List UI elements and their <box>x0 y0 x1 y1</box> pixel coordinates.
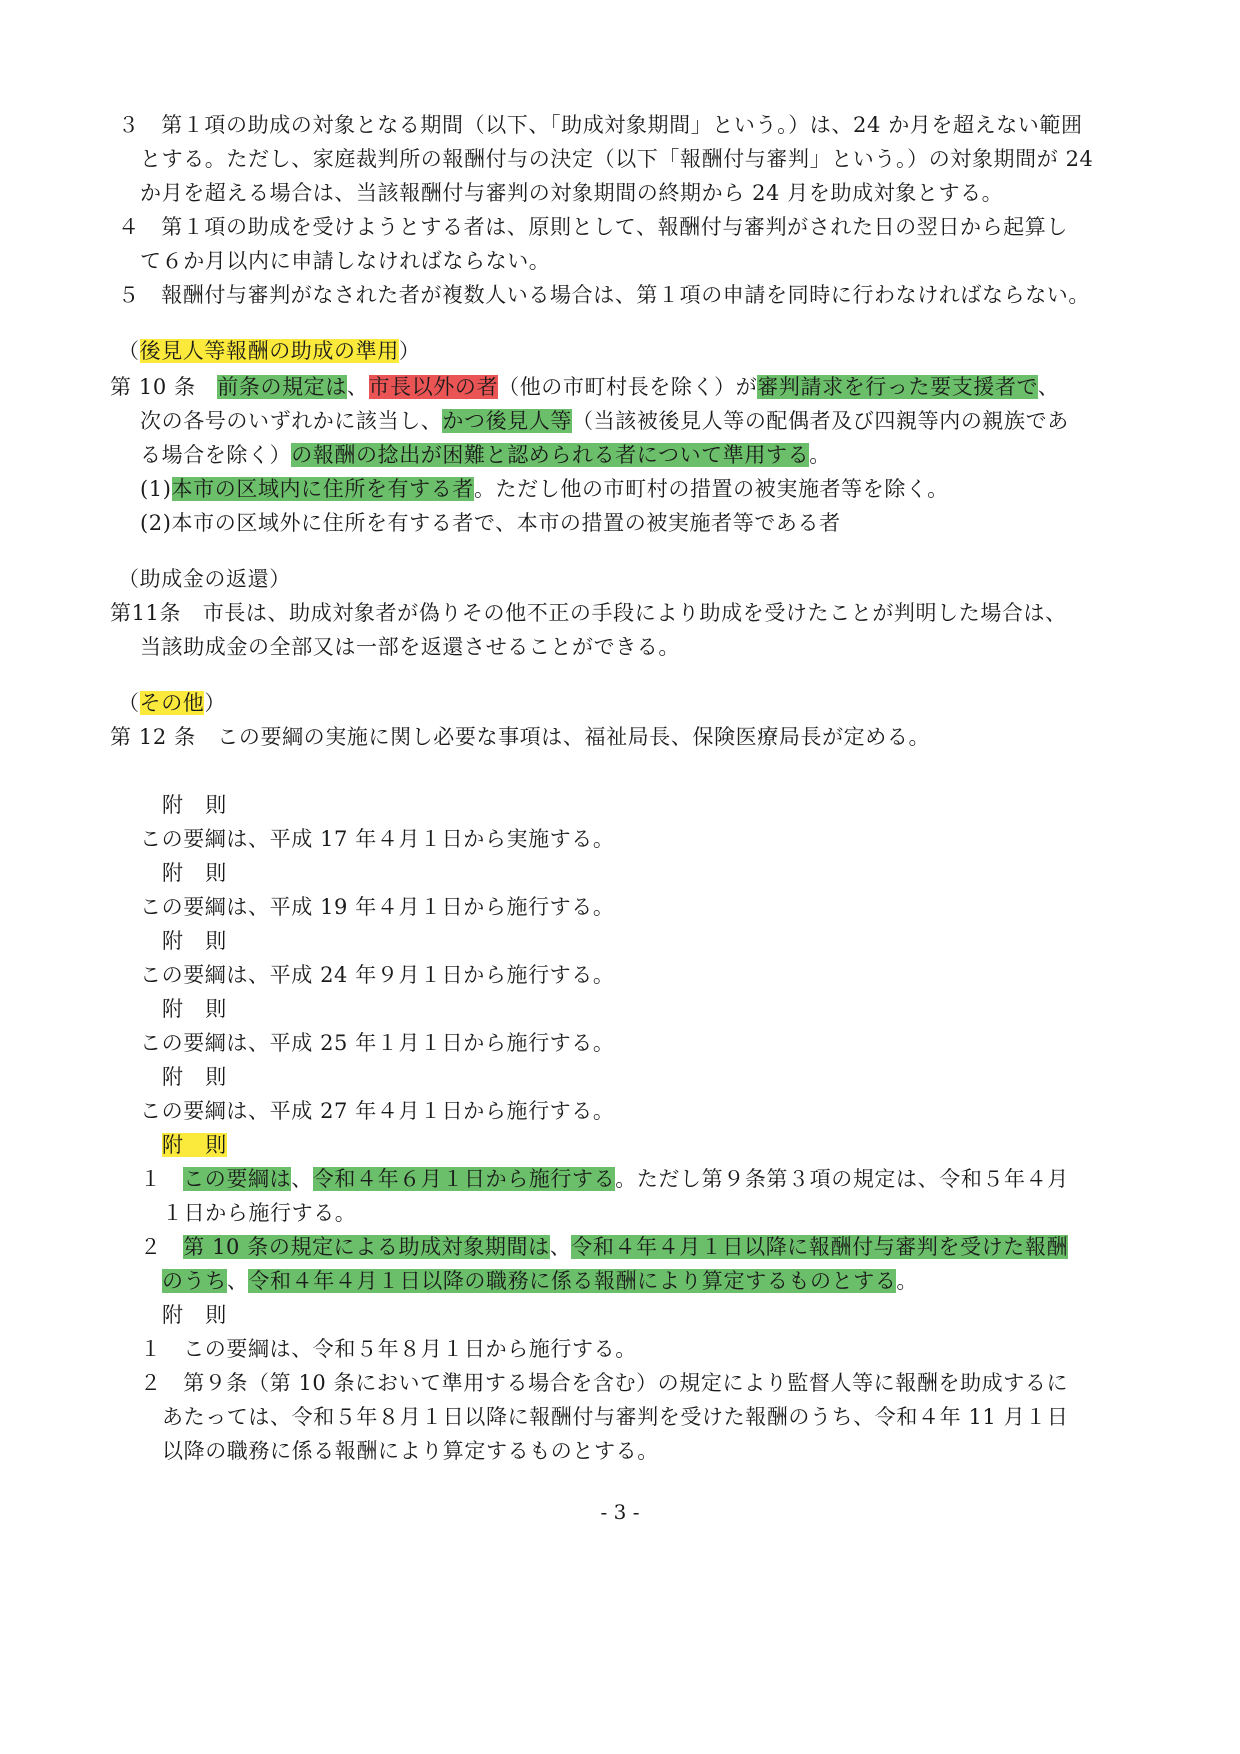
para-4-line-2: て６か月以内に申請しなければならない。 <box>140 249 551 273</box>
supplementary-title: 附 則 <box>162 861 227 885</box>
highlight-yellow: 附 則 <box>162 1133 227 1157</box>
article-11-heading: （助成金の返還） <box>118 567 291 591</box>
highlight-green: この要綱は <box>183 1167 292 1191</box>
supplementary-r4-item-2-line-1: ２ 第 10 条の規定による助成対象期間は、令和４年４月１日以降に報酬付与審判を受けた報酬 <box>140 1235 1069 1259</box>
para-3-line-3: か月を超える場合は、当該報酬付与審判の対象期間の終期から 24 月を助成対象とする。 <box>140 181 1004 205</box>
supplementary-text: この要綱は、平成 24 年９月１日から施行する。 <box>140 963 615 987</box>
highlight-yellow: その他 <box>139 691 205 715</box>
article-label: 第 10 条 <box>110 375 218 399</box>
article-10-item-2: (2)本市の区域外に住所を有する者で、本市の措置の被実施者等である者 <box>140 511 841 535</box>
article-10-item-1: (1)本市の区域内に住所を有する者。ただし他の市町村の措置の被実施者等を除く。 <box>140 477 949 501</box>
article-12-heading: （その他） <box>118 691 227 715</box>
article-11-line-1: 第11条 市長は、助成対象者が偽りその他不正の手段により助成を受けたことが判明した場合は、 <box>110 601 1067 625</box>
highlight-green: 令和４年４月１日以降の職務に係る報酬により算定するものとする <box>248 1269 897 1293</box>
article-12-line-1: 第 12 条 この要綱の実施に関し必要な事項は、福祉局長、保険医療局長が定める。 <box>110 725 931 749</box>
para-3-line-2: とする。ただし、家庭裁判所の報酬付与の決定（以下「報酬付与審判」という。）の対象期間が 24 <box>140 147 1094 171</box>
supplementary-text: この要綱は、平成 27 年４月１日から施行する。 <box>140 1099 615 1123</box>
highlight-green: の報酬の捻出が困難と認められる者について準用する <box>291 443 810 467</box>
supplementary-text: この要綱は、平成 25 年１月１日から施行する。 <box>140 1031 615 1055</box>
article-10-heading: （後見人等報酬の助成の準用） <box>118 339 421 363</box>
para-4-line-1: ４ 第１項の助成を受けようとする者は、原則として、報酬付与審判がされた日の翌日から起算し <box>118 215 1068 239</box>
highlight-green: のうち <box>162 1269 227 1293</box>
supplementary-r5-item-2-line-2: あたっては、令和５年８月１日以降に報酬付与審判を受けた報酬のうち、令和４年 11 月１日 <box>162 1405 1069 1429</box>
supplementary-r5-item-2-line-3: 以降の職務に係る報酬により算定するものとする。 <box>162 1439 659 1463</box>
highlight-green: 令和４年４月１日以降に報酬付与審判を受けた報酬 <box>571 1235 1069 1259</box>
article-10-line-1: 第 10 条 前条の規定は、市長以外の者（他の市町村長を除く）が審判請求を行った要支援者で、 <box>110 375 1060 399</box>
highlight-green: 本市の区域内に住所を有する者 <box>171 477 474 501</box>
supplementary-r4-item-2-line-2: のうち、令和４年４月１日以降の職務に係る報酬により算定するものとする。 <box>162 1269 919 1293</box>
supplementary-r5-item-1: １ この要綱は、令和５年８月１日から施行する。 <box>140 1337 637 1361</box>
supplementary-title: 附 則 <box>162 793 227 817</box>
supplementary-title: 附 則 <box>162 997 227 1021</box>
supplementary-r4-item-1-line-1: １ この要綱は、令和４年６月１日から施行する。ただし第９条第３項の規定は、令和５年４月 <box>140 1167 1069 1191</box>
page-number: - 3 - <box>600 1500 640 1524</box>
article-10-line-3: る場合を除く）の報酬の捻出が困難と認められる者について準用する。 <box>140 443 831 467</box>
highlight-green: かつ後見人等 <box>442 409 573 433</box>
supplementary-title: 附 則 <box>162 1065 227 1089</box>
supplementary-title: 附 則 <box>162 929 227 953</box>
highlight-green: 令和４年６月１日から施行する <box>312 1167 616 1191</box>
highlight-green: 前条の規定は <box>217 375 347 399</box>
article-11-line-2: 当該助成金の全部又は一部を返還させることができる。 <box>140 635 680 659</box>
supplementary-r4-item-1-line-2: １日から施行する。 <box>162 1201 357 1225</box>
article-10-line-2: 次の各号のいずれかに該当し、かつ後見人等（当該被後見人等の配偶者及び四親等内の親族であ <box>140 409 1069 433</box>
supplementary-text: この要綱は、平成 19 年４月１日から施行する。 <box>140 895 615 919</box>
highlight-yellow: 後見人等報酬の助成の準用 <box>139 339 399 363</box>
supplementary-text: この要綱は、平成 17 年４月１日から実施する。 <box>140 827 615 851</box>
supplementary-r5-item-2-line-1: ２ 第９条（第 10 条において準用する場合を含む）の規定により監督人等に報酬を助成するに <box>140 1371 1069 1395</box>
highlight-green: 第 10 条の規定による助成対象期間は <box>183 1235 550 1259</box>
highlight-red: 市長以外の者 <box>368 375 499 399</box>
para-3-line-1: ３ 第１項の助成の対象となる期間（以下、「助成対象期間」という。）は、24 か月を超えない範囲 <box>118 113 1083 137</box>
supplementary-r4-title <box>162 1130 227 1160</box>
supplementary-r5-title: 附 則 <box>162 1303 227 1327</box>
highlight-green: 審判請求を行った要支援者で <box>757 375 1038 399</box>
para-5-line-1: ５ 報酬付与審判がなされた者が複数人いる場合は、第１項の申請を同時に行わなければならない。 <box>118 283 1090 307</box>
